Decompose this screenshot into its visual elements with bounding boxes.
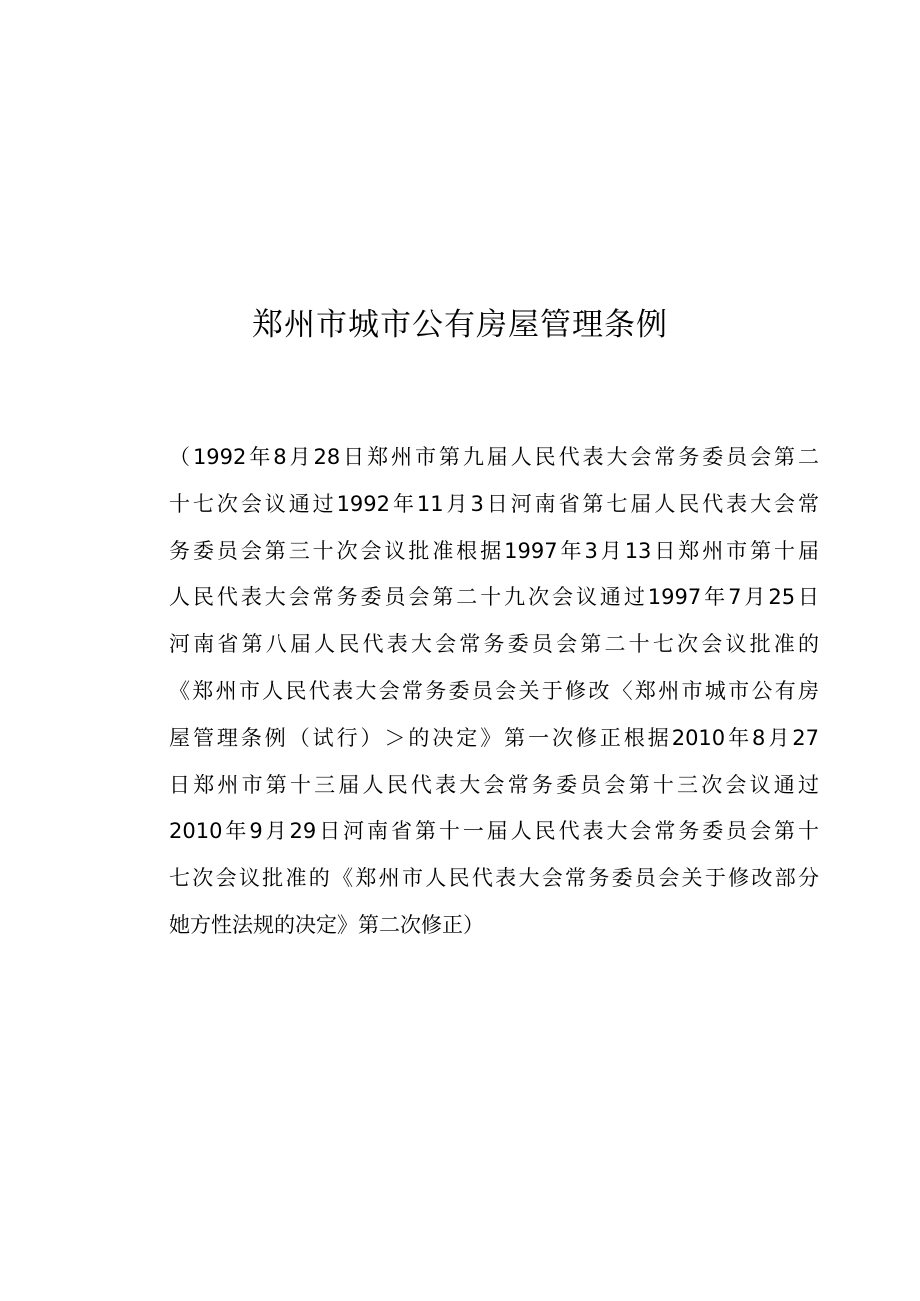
preamble-line: 人民代表大会常务委员会第二十九次会议通过1997年7月25日	[169, 585, 819, 610]
preamble-line: 十七次会议通过1992年11月3日河南省第七届人民代表大会常	[169, 491, 819, 516]
amendment-history-paragraph	[169, 434, 819, 949]
preamble-line: 《郑州市人民代表大会常务委员会关于修改〈郑州市城市公有房	[169, 678, 819, 703]
preamble-line: 日郑州市第十三届人民代表大会常务委员会第十三次会议通过	[169, 772, 819, 797]
preamble-line: 务委员会第三十次会议批准根据1997年3月13日郑州市第十届	[169, 538, 819, 563]
preamble-line: （1992年8月28日郑州市第九届人民代表大会常务委员会第二	[169, 445, 819, 469]
preamble-line: 她方性法规的决定》第二次修正）	[169, 912, 484, 937]
preamble-line: 2010年9月29日河南省第十一届人民代表大会常务委员会第十	[169, 819, 819, 844]
document-title: 郑州市城市公有房屋管理条例	[252, 307, 668, 343]
preamble-line: 七次会议批准的《郑州市人民代表大会常务委员会关于修改部分	[169, 866, 819, 891]
preamble-line: 屋管理条例（试行）＞的决定》第一次修正根据2010年8月27	[169, 725, 819, 750]
preamble-line: 河南省第八届人民代表大会常务委员会第二十七次会议批准的	[169, 632, 819, 657]
